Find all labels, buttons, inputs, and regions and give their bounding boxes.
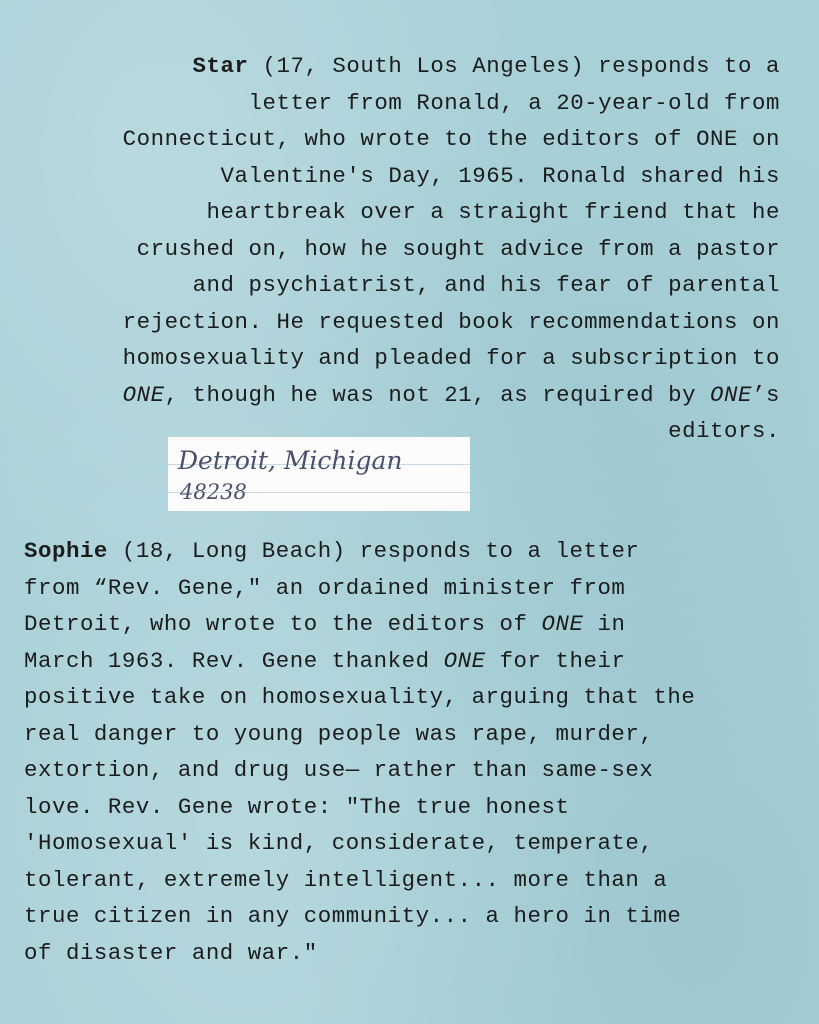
star-line-1: Star (17, South Los Angeles) responds to a [192, 53, 780, 79]
star-line: and psychiatrist, and his fear of parental [192, 272, 780, 298]
star-line: letter from Ronald, a 20-year-old from [248, 89, 780, 116]
sophie-line: from “Rev. Gene," an ordained minister from [24, 574, 626, 601]
star-line-last: ONE, though he was not 21, as required by ONE’s [122, 381, 780, 408]
one-title: ONE [443, 647, 486, 674]
star-line: homosexuality and pleaded for a subscription to [122, 345, 780, 371]
sophie-name: Sophie [24, 538, 108, 564]
star-line: rejection. He requested book recommendations on [122, 308, 780, 335]
sophie-line: extortion, and drug use— rather than same-sex [24, 757, 654, 783]
sophie-line: March 1963. Rev. Gene thanked ONE for their [24, 647, 626, 674]
sophie-line: positive take on homosexuality, arguing that the [24, 684, 696, 710]
star-line: Connecticut, who wrote to the editors of ONE on [122, 126, 780, 152]
sophie-line: of disaster and war." [24, 939, 318, 966]
one-title: ONE [541, 611, 584, 637]
star-name: Star [192, 53, 249, 79]
star-line: heartbreak over a straight friend that he [206, 199, 780, 225]
one-title: ONE [122, 381, 165, 408]
sophie-line: Detroit, who wrote to the editors of ONE in [24, 611, 626, 637]
star-line: Valentine's Day, 1965. Ronald shared his [220, 162, 780, 189]
sophie-line: 'Homosexual' is kind, considerate, temperate, [24, 830, 654, 856]
sophie-line: true citizen in any community... a hero in time [24, 903, 682, 929]
star-paragraph [40, 48, 780, 450]
sophie-paragraph [24, 533, 794, 971]
star-line: crushed on, how he sought advice from a pastor [136, 235, 780, 262]
sophie-line: real danger to young people was rape, murder, [24, 720, 654, 747]
handwriting-image [168, 437, 470, 511]
star-line-final: editors. [668, 418, 780, 444]
handwritten-city: Detroit, Michigan [178, 446, 403, 475]
one-title: ONE [710, 381, 753, 408]
sophie-line: tolerant, extremely intelligent... more than a [24, 866, 668, 893]
sophie-line: love. Rev. Gene wrote: "The true honest [24, 793, 570, 820]
handwritten-zip: 48238 [180, 480, 247, 504]
handwritten-address-card [168, 437, 470, 511]
sophie-line-1: Sophie (18, Long Beach) responds to a letter [24, 538, 640, 564]
